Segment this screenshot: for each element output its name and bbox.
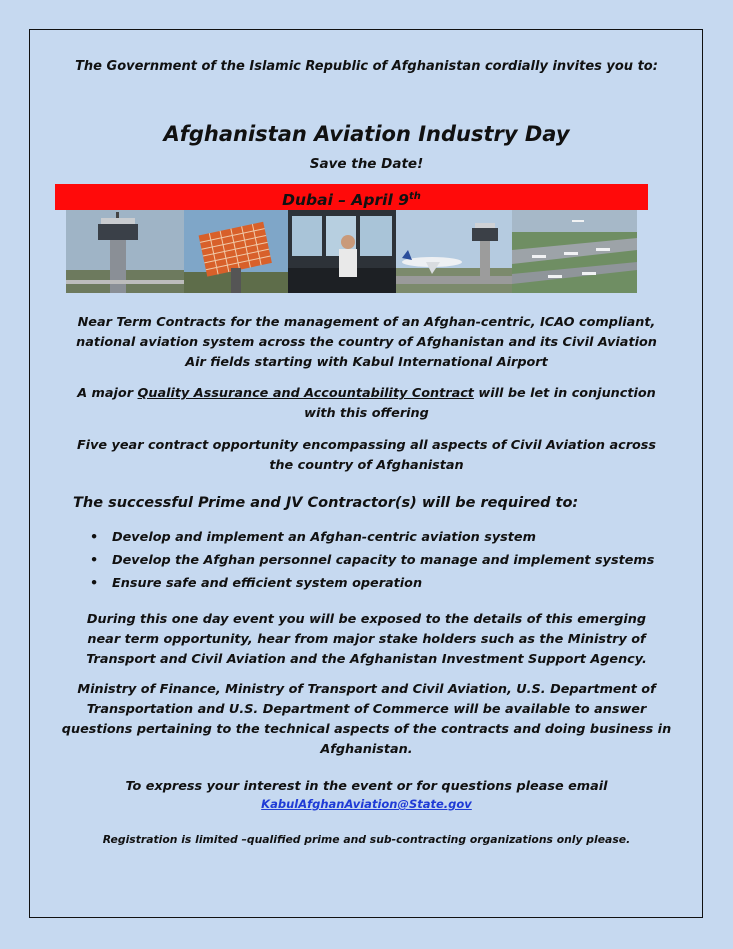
radar-antenna-photo-icon bbox=[184, 210, 288, 293]
requirement-text: Develop the Afghan personnel capacity to manage and implement systems bbox=[112, 553, 655, 568]
control-tower-photo-icon bbox=[66, 210, 184, 293]
bullet-icon: • bbox=[90, 576, 99, 591]
location-date-banner bbox=[55, 184, 648, 210]
qa-paragraph bbox=[60, 384, 673, 424]
contact-line: To express your interest in the event or for questions please email bbox=[125, 779, 608, 794]
requirements-list bbox=[90, 526, 654, 595]
requirements-heading: The successful Prime and JV Contractor(s) will be required to: bbox=[73, 495, 579, 511]
banner-superscript: th bbox=[408, 191, 421, 202]
qa-after-text: will be let in conjunction with this offering bbox=[304, 386, 656, 421]
event-details-paragraph: During this one day event you will be exposed to the details of this emerging near term opportunity, hear from major stake holders such as the Ministry of Transport and Civil Aviation and the Afghanistan Investment Support Agency. bbox=[86, 612, 647, 667]
ministries-paragraph: Ministry of Finance, Ministry of Transport and Civil Aviation, U.S. Department of Transportation and U.S. Department of Commerce will be available to answer questions pertaining to the technical aspects of the contracts and doing business in Afghanistan. bbox=[61, 682, 672, 757]
requirement-text: Develop and implement an Afghan-centric aviation system bbox=[112, 530, 536, 545]
invite-line: The Government of the Islamic Republic of Afghanistan cordially invites you to: bbox=[75, 59, 658, 74]
contracts-paragraph: Near Term Contracts for the management of an Afghan-centric, ICAO compliant, national aviation system across the country of Afghanistan and its Civil Aviation Air fields starting with Kabul International Airport bbox=[76, 315, 657, 370]
requirement-text: Ensure safe and efficient system operation bbox=[112, 576, 423, 591]
qa-contract-name: Quality Assurance and Accountability Contract bbox=[137, 386, 474, 401]
qa-before-text: A major bbox=[77, 386, 138, 401]
list-item bbox=[90, 549, 654, 572]
airfield-aerial-photo-icon bbox=[512, 210, 637, 293]
registration-note: Registration is limited –qualified prime and sub-contracting organizations only please. bbox=[102, 833, 631, 846]
bullet-icon: • bbox=[90, 553, 99, 568]
list-item bbox=[90, 572, 654, 595]
photo-strip bbox=[66, 210, 637, 293]
contact-email-link[interactable]: KabulAfghanAviation@State.gov bbox=[261, 797, 472, 811]
five-year-paragraph: Five year contract opportunity encompassing all aspects of Civil Aviation across the country of Afghanistan bbox=[76, 438, 657, 473]
banner-text: Dubai – April 9 bbox=[282, 191, 409, 210]
airliner-and-tower-photo-icon bbox=[396, 210, 512, 293]
tower-cab-controller-photo-icon bbox=[288, 210, 396, 293]
list-item bbox=[90, 526, 654, 549]
bullet-icon: • bbox=[90, 530, 99, 545]
save-the-date: Save the Date! bbox=[309, 156, 424, 172]
event-title: Afghanistan Aviation Industry Day bbox=[163, 122, 570, 146]
